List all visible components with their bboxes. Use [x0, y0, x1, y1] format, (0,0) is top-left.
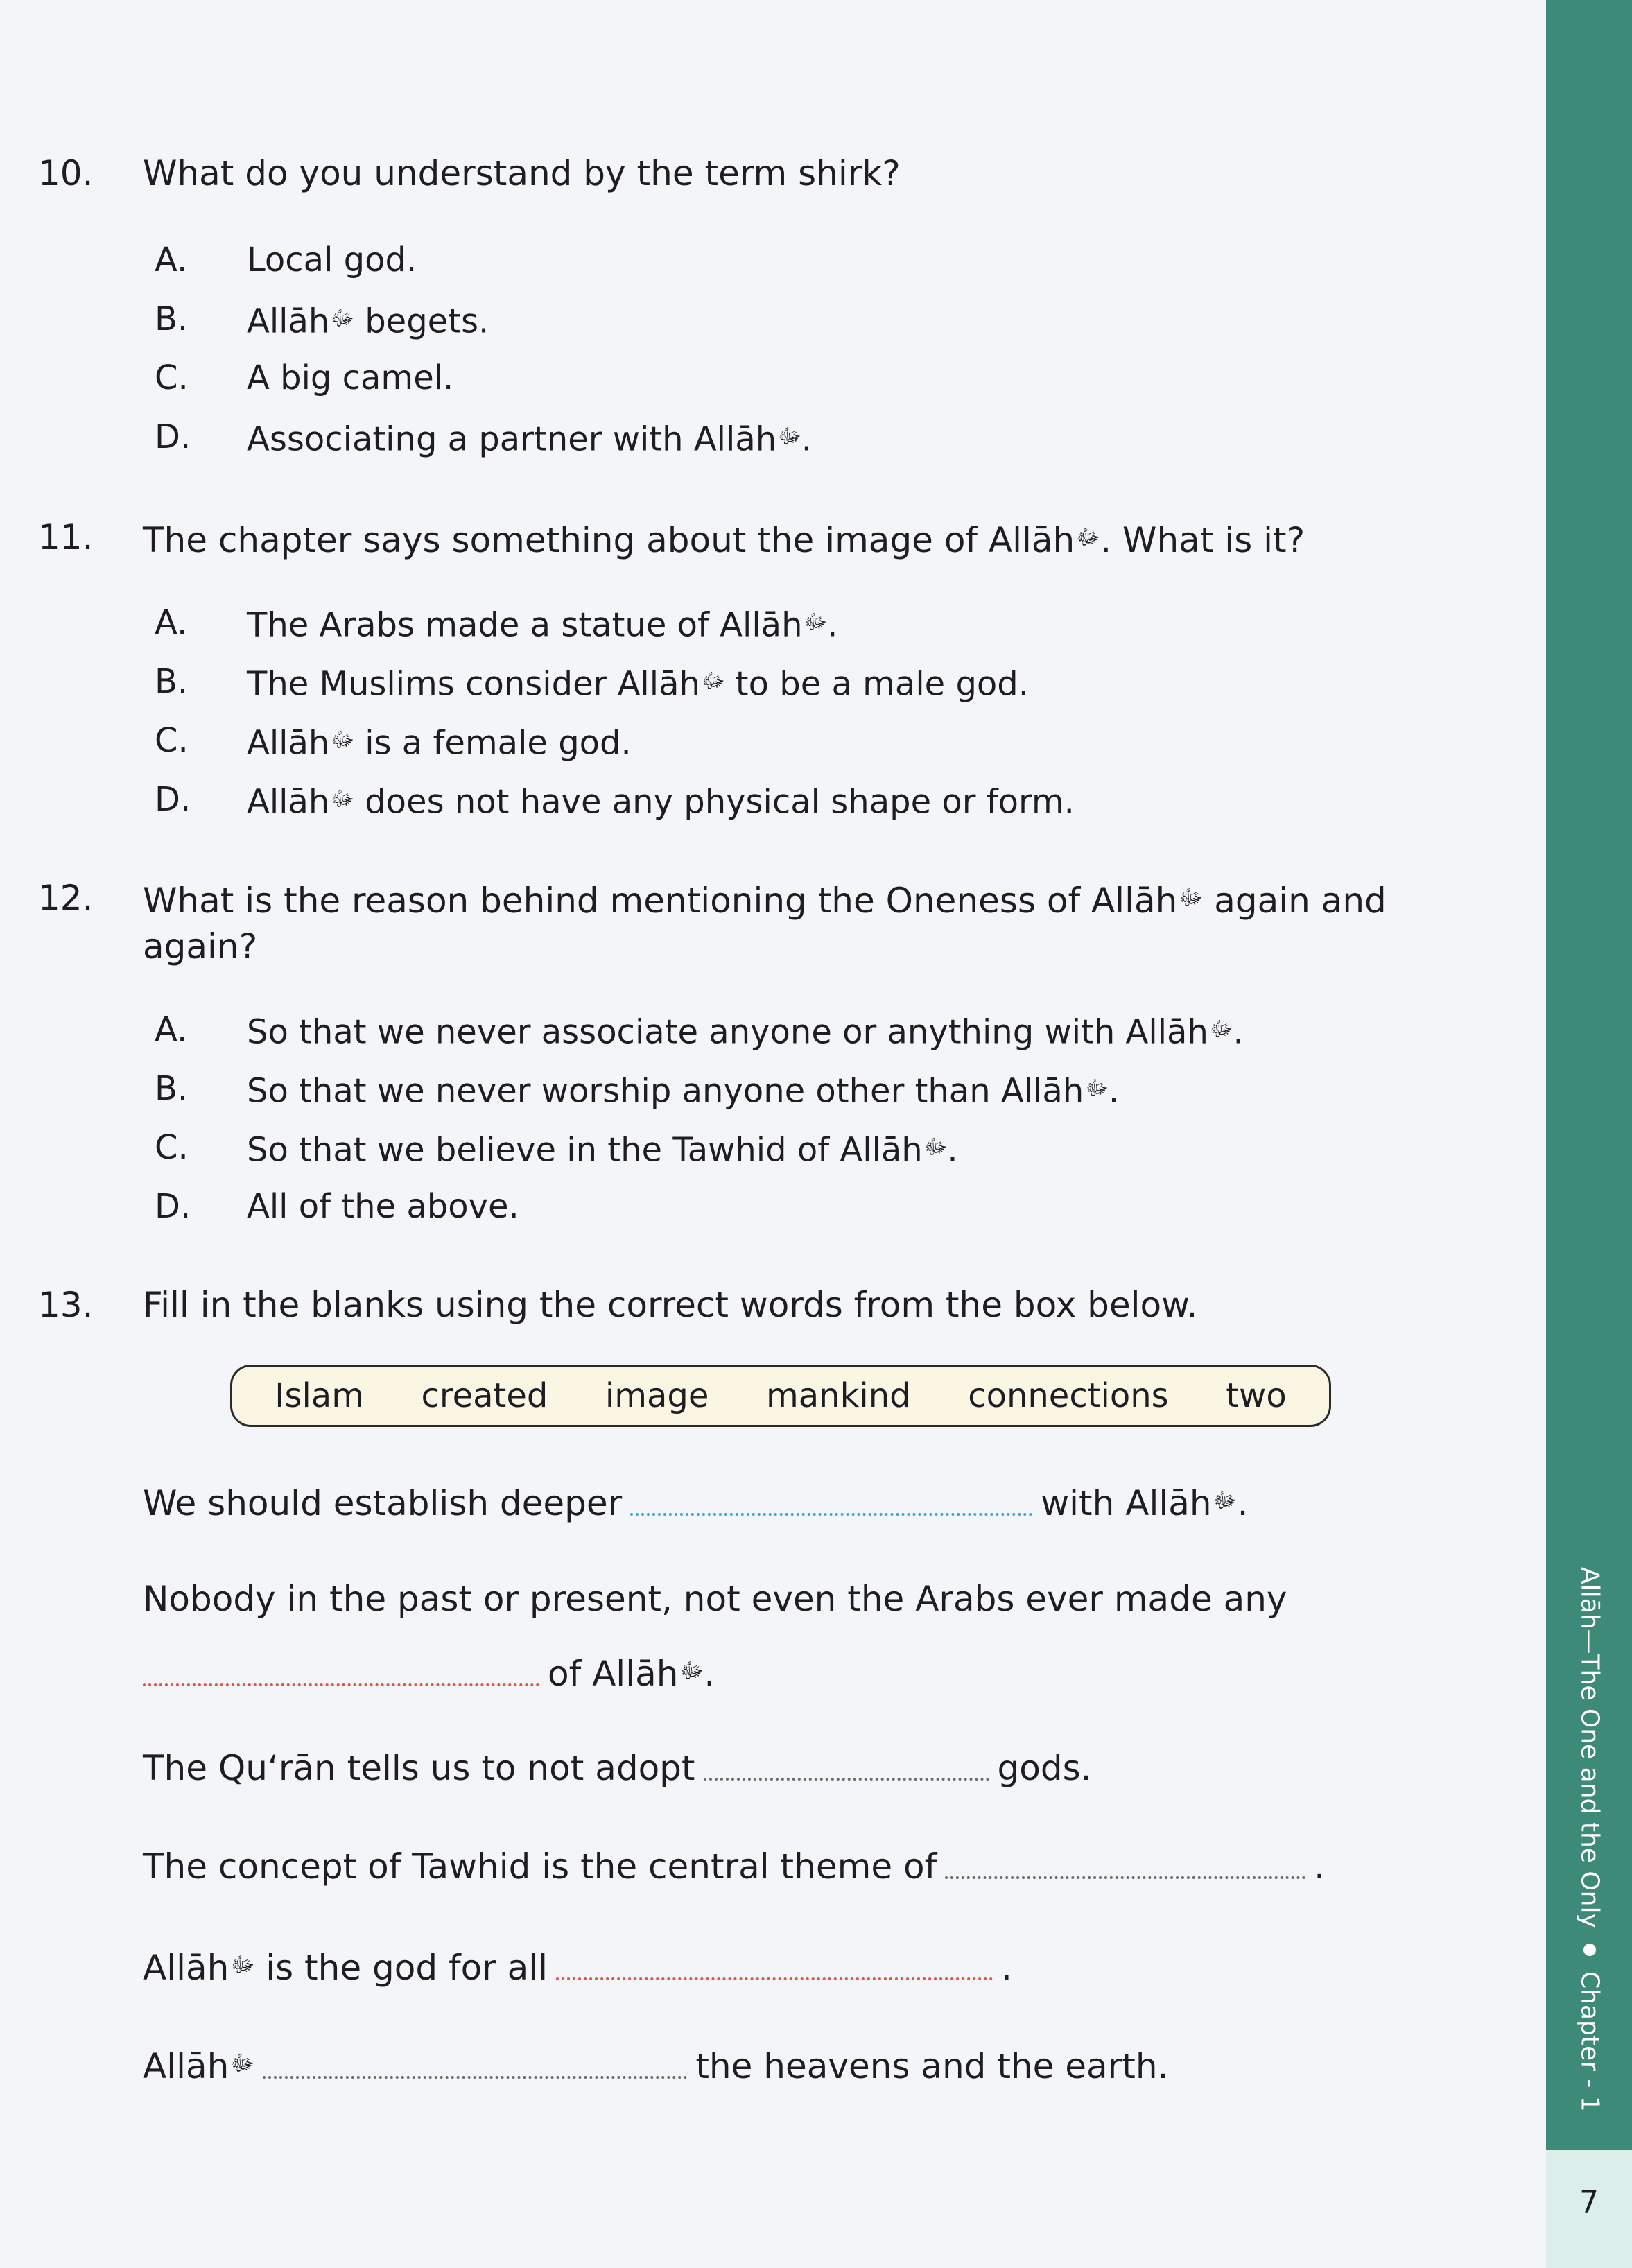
option-letter: D. — [155, 417, 191, 456]
bullet-dot-icon — [1583, 1944, 1596, 1956]
sentence-text: The Qu‘rān tells us to not adopt — [143, 1748, 695, 1788]
page-number-box — [1546, 2150, 1632, 2268]
sentence-text: Allāh$^ﷻ$ — [143, 2045, 255, 2086]
option-letter: A. — [155, 241, 188, 279]
option-letter: B. — [155, 300, 189, 338]
option-letter: C. — [155, 358, 189, 397]
honorific-icon: ﷻ — [679, 1659, 704, 1683]
option-letter: D. — [155, 1187, 191, 1226]
fill-in-sentence-3 — [143, 1746, 1092, 1790]
question-text: The chapter says something about the image of Allāh$^ﷻ$. What is it? — [143, 519, 1305, 560]
sentence-text: . — [1001, 1947, 1012, 1988]
fill-in-sentence-5 — [143, 1943, 1012, 1990]
sentence-text: with Allāh$^ﷻ$. — [1041, 1482, 1249, 1523]
sentence-text: Nobody in the past or present, not even the Arabs ever made any — [143, 1579, 1287, 1619]
option-letter: D. — [155, 780, 191, 819]
question-text: What do you understand by the term shirk? — [143, 153, 901, 193]
fill-in-sentence-2-line-1 — [143, 1577, 1287, 1621]
question-number: 10. — [38, 153, 94, 193]
sentence-text: We should establish deeper — [143, 1482, 623, 1523]
sentence-text: . — [1314, 1846, 1326, 1887]
option-text: Local god. — [247, 241, 417, 279]
answer-blank[interactable] — [630, 1506, 1032, 1516]
question-number: 12. — [38, 878, 94, 918]
sidebar-chapter-heading — [1559, 1567, 1621, 2122]
option-letter: A. — [155, 603, 188, 642]
option-text: A big camel. — [247, 358, 454, 397]
sidebar-chapter-text: Chapter - 1 — [1575, 1971, 1604, 2112]
option-text: Allāh$^ﷻ$ is a female god. — [247, 723, 632, 763]
fill-in-sentence-2-line-2 — [143, 1649, 715, 1696]
question-text: What is the reason behind mentioning the Oneness of Allāh$^ﷻ$ again and again? — [143, 880, 1387, 967]
word-bank-box — [230, 1365, 1331, 1427]
honorific-icon: ﷻ — [923, 1135, 948, 1159]
option-letter: A. — [155, 1010, 188, 1049]
word-bank-item: created — [421, 1376, 548, 1415]
fill-in-sentence-1 — [143, 1478, 1248, 1525]
page-number: 7 — [1579, 2185, 1599, 2220]
answer-blank[interactable] — [263, 2069, 687, 2079]
chapter-sidebar — [1546, 0, 1632, 2268]
option-text: Allāh$^ﷻ$ does not have any physical shape or form. — [247, 782, 1075, 822]
fill-in-sentence-6 — [143, 2041, 1168, 2088]
honorific-icon: ﷻ — [1085, 1076, 1109, 1100]
honorific-icon: ﷻ — [778, 424, 801, 449]
option-text: The Arabs made a statue of Allāh$^ﷻ$. — [247, 605, 838, 645]
question-text: Fill in the blanks using the correct words from the box below. — [143, 1285, 1198, 1325]
honorific-icon: ﷻ — [1179, 885, 1204, 910]
answer-blank[interactable] — [556, 1971, 993, 1980]
honorific-icon: ﷻ — [230, 2051, 255, 2076]
option-letter: C. — [155, 721, 189, 760]
honorific-icon: ﷻ — [331, 306, 354, 331]
word-bank-item: Islam — [275, 1376, 364, 1415]
honorific-icon: ﷻ — [1076, 525, 1101, 550]
sidebar-title-text: Allāh—The One and the Only — [1575, 1567, 1604, 1928]
honorific-icon: ﷻ — [1209, 1017, 1233, 1041]
word-bank-item: image — [605, 1376, 709, 1415]
honorific-icon: ﷻ — [1213, 1488, 1238, 1513]
question-number: 13. — [38, 1285, 94, 1325]
option-letter: B. — [155, 662, 189, 701]
option-letter: B. — [155, 1069, 189, 1108]
option-text: Associating a partner with Allāh$^ﷻ$. — [247, 419, 813, 459]
option-text: All of the above. — [247, 1187, 519, 1226]
option-text: Allāh$^ﷻ$ begets. — [247, 302, 489, 341]
option-text: So that we never worship anyone other than Allāh$^ﷻ$. — [247, 1071, 1120, 1111]
option-text: So that we never associate anyone or anything with Allāh$^ﷻ$. — [247, 1012, 1244, 1052]
word-bank-item: connections — [968, 1376, 1169, 1415]
word-bank-item: mankind — [766, 1376, 911, 1415]
fill-in-sentence-4 — [143, 1844, 1325, 1889]
answer-blank[interactable] — [704, 1771, 989, 1781]
option-text: So that we believe in the Tawhid of Allāh$^ﷻ$. — [247, 1130, 958, 1170]
sentence-text: the heavens and the earth. — [695, 2045, 1169, 2086]
answer-blank[interactable] — [143, 1677, 539, 1686]
answer-blank[interactable] — [945, 1869, 1305, 1879]
honorific-icon: ﷻ — [331, 728, 354, 752]
word-bank-item: two — [1226, 1376, 1287, 1415]
sentence-text: Allāh$^ﷻ$ is the god for all — [143, 1947, 548, 1988]
option-letter: C. — [155, 1128, 189, 1167]
honorific-icon: ﷻ — [701, 669, 725, 693]
honorific-icon: ﷻ — [230, 1953, 255, 1977]
honorific-icon: ﷻ — [804, 610, 828, 634]
option-text: The Muslims consider Allāh$^ﷻ$ to be a male god. — [247, 664, 1030, 704]
honorific-icon: ﷻ — [331, 787, 354, 811]
sentence-text: of Allāh$^ﷻ$. — [548, 1653, 715, 1694]
sentence-text: The concept of Tawhid is the central theme of — [143, 1846, 937, 1887]
question-number: 11. — [38, 517, 94, 557]
sentence-text: gods. — [997, 1748, 1092, 1788]
